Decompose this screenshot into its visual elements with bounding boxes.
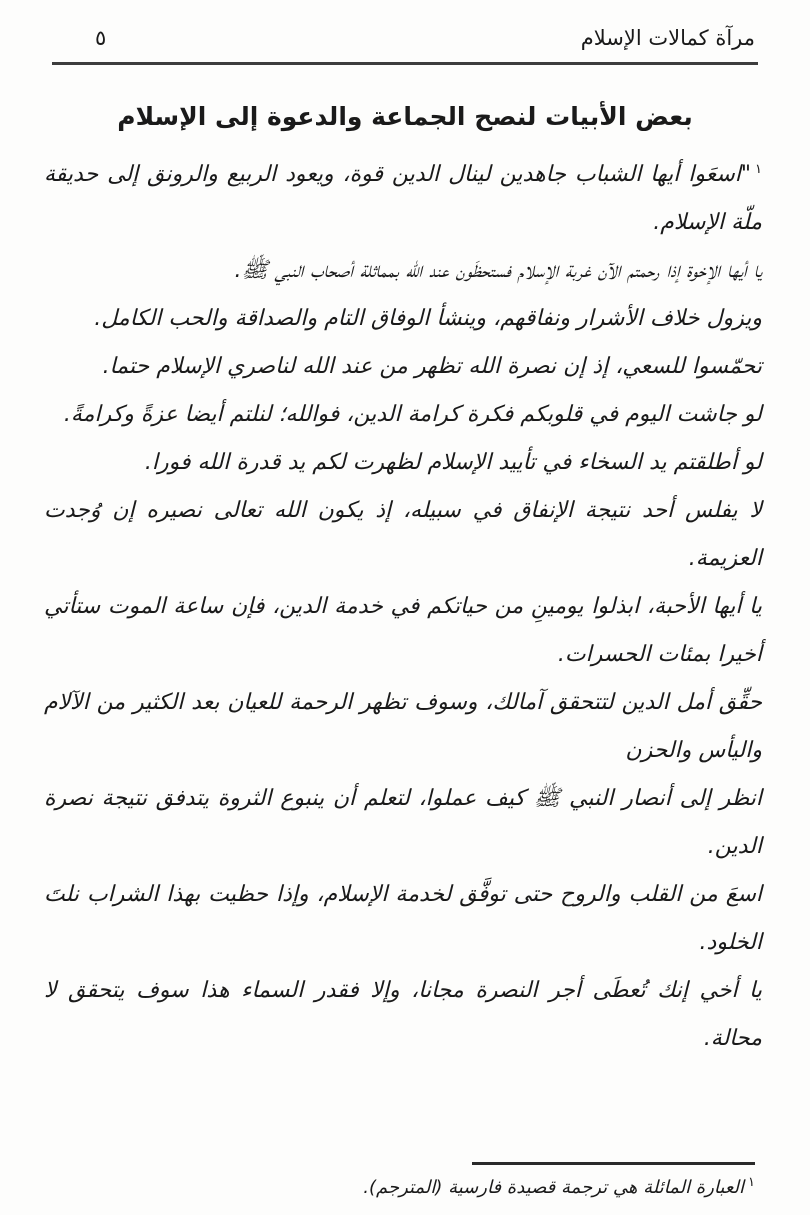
paragraph [44,871,762,967]
paragraph [44,679,762,775]
page-number: ٥ [95,26,107,50]
footnote [45,1174,755,1203]
footnote-text: العبارة المائلة هي ترجمة قصيدة فارسية (المترجم). [363,1177,745,1199]
section-title: بعض الأبيات لنصح الجماعة والدعوة إلى الإسلام [117,102,693,131]
paragraph-text: يا أيها الأحبة، ابذلوا يومينِ من حياتكم في خدمة الدين، فإن ساعة الموت ستأتي أخيرا بمئات الحسرات. [44,594,762,668]
footnote-reference-marker: ١ [755,161,763,177]
paragraph [44,247,762,295]
paragraph [44,151,762,247]
paragraph-text: تحمّسوا للسعي، إذ إن نصرة الله تظهر من عند الله لناصري الإسلام حتما. [102,354,762,380]
page-header [0,0,810,50]
running-head-title: مرآة كمالات الإسلام [580,26,755,50]
paragraph-text: انظر إلى أنصار النبي ﷺ كيف عملوا، لتعلم أن ينبوع الثروة يتدفق نتيجة نصرة الدين. [44,786,762,860]
paragraph [44,775,762,871]
body-text [0,135,810,1063]
paragraph [44,295,762,343]
paragraph [44,439,762,487]
paragraph [44,343,762,391]
footnote-marker: ١ [748,1175,755,1191]
paragraph-text: لو جاشت اليوم في قلوبكم فكرة كرامة الدين، فوالله؛ لنلتم أيضا عزةً وكرامةً. [63,402,762,428]
paragraph-text: اسعَ من القلب والروح حتى توفَّق لخدمة الإسلام، وإذا حظيت بهذا الشراب نلتَ الخلود. [44,882,762,956]
paragraph [44,487,762,583]
paragraph-text: لو أطلقتم يد السخاء في تأييد الإسلام لظهرت لكم يد قدرة الله فورا. [144,450,762,476]
footnote-area [45,1162,755,1203]
header-rule [52,62,758,65]
paragraph-text: "اسعَوا أيها الشباب جاهدين لينال الدين قوة، ويعود الربيع والرونق إلى حديقة ملّة الإسلام. [44,162,762,236]
paragraph-text: يا أخي إنك تُعطَى أجر النصرة مجانا، وإلا فقدر السماء هذا سوف يتحقق لا محالة. [44,978,762,1052]
paragraph [44,583,762,679]
paragraph-text: ويزول خلاف الأشرار ونفاقهم، وينشأ الوفاق التام والصداقة والحب الكامل. [94,306,762,332]
paragraph-text: حقِّق أمل الدين لتتحقق آمالك، وسوف تظهر الرحمة للعيان بعد الكثير من الآلام واليأس والحزن [44,690,762,764]
footnote-separator [472,1162,755,1165]
paragraph-text: يا أيها الإخوة إذا رحمتم الآن غربة الإسلام فستحظَون عند الله بمماثلة أصحاب النبي ﷺ. [234,258,762,284]
paragraph [44,391,762,439]
paragraph [44,967,762,1063]
paragraph-text: لا يفلس أحد نتيجة الإنفاق في سبيله، إذ يكون الله تعالى نصيره إن وُجدت العزيمة. [44,498,762,572]
